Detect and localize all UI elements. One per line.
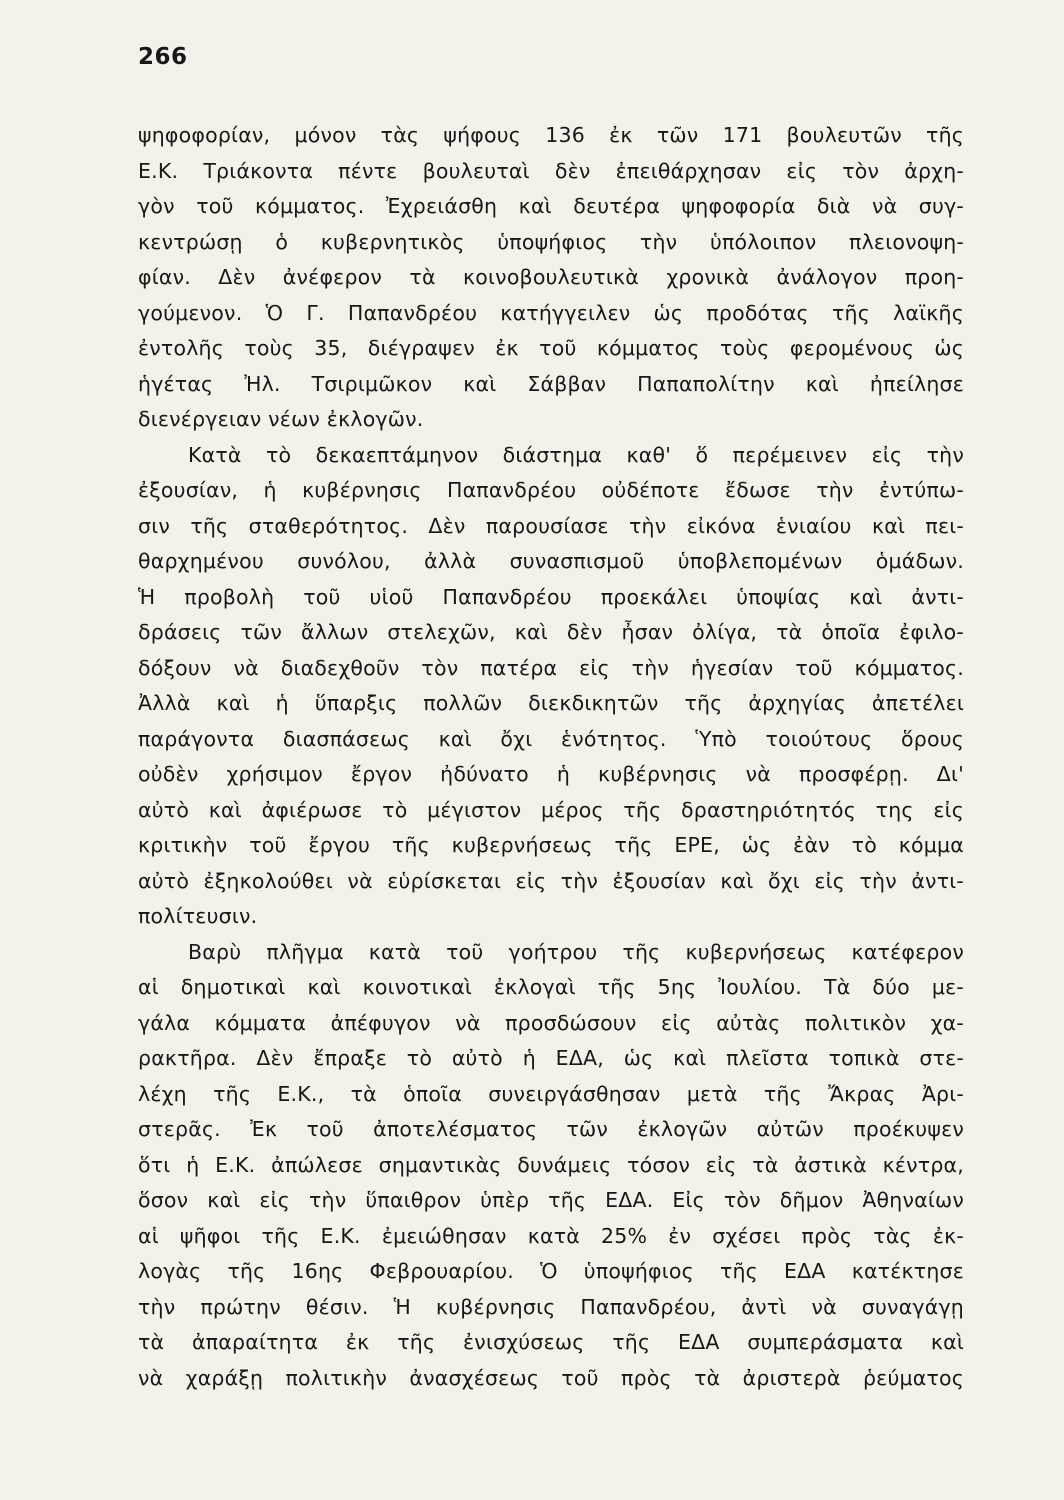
text-line: φίαν. Δὲν ἀνέφερον τὰ κοινοβουλευτικὰ χρονικὰ ἀνάλογον προη- xyxy=(138,265,964,289)
text-line: αὐτὸ καὶ ἀφιέρωσε τὸ μέγιστον μέρος τῆς δραστηριότητός της εἰς xyxy=(138,797,964,822)
text-line: πολίτευσιν. xyxy=(138,904,258,928)
text-line: νὰ χαράξῃ πολιτικὴν ἀνασχέσεως τοῦ πρὸς τὰ ἀριστερὰ ῥεύματος xyxy=(138,1365,964,1390)
text-line: ὅτι ἡ Ε.Κ. ἀπώλεσε σημαντικὰς δυνάμεις τόσον εἰς τὰ ἀστικὰ κέντρα, xyxy=(138,1152,964,1177)
text-line: κριτικὴν τοῦ ἔργου τῆς κυβερνήσεως τῆς ΕΡΕ, ὡς ἐὰν τὸ κόμμα xyxy=(138,833,964,857)
text-line: παράγοντα διασπάσεως καὶ ὄχι ἑνότητος. Ὑπὸ τοιούτους ὅρους xyxy=(138,726,964,751)
text-line: ρακτῆρα. Δὲν ἔπραξε τὸ αὐτὸ ἡ ΕΔΑ, ὡς καὶ πλεῖστα τοπικὰ στε- xyxy=(138,1046,964,1070)
page-number: 266 xyxy=(138,44,188,70)
text-line: δόξουν νὰ διαδεχθοῦν τὸν πατέρα εἰς τὴν ἡγεσίαν τοῦ κόμματος. xyxy=(138,655,964,680)
text-line: ἡγέτας Ἠλ. Τσιριμῶκον καὶ Σάββαν Παπαπολίτην καὶ ἠπείλησε xyxy=(138,371,964,396)
text-line: γὸν τοῦ κόμματος. Ἐχρειάσθη καὶ δευτέρα ψηφοφορία διὰ νὰ συγ- xyxy=(138,194,964,218)
text-line: διενέργειαν νέων ἐκλογῶν. xyxy=(138,407,424,431)
text-line: κεντρώσῃ ὁ κυβερνητικὸς ὑποψήφιος τὴν ὑπόλοιπον πλειονοψη- xyxy=(138,229,964,254)
text-line: αἱ δημοτικαὶ καὶ κοινοτικαὶ ἐκλογαὶ τῆς 5ης Ἰουλίου. Τὰ δύο με- xyxy=(138,975,964,999)
text-line: Ἡ προβολὴ τοῦ υἱοῦ Παπανδρέου προεκάλει ὑποψίας καὶ ἀντι- xyxy=(138,584,964,609)
text-line: αὐτὸ ἐξηκολούθει νὰ εὑρίσκεται εἰς τὴν ἐξουσίαν καὶ ὄχι εἰς τὴν ἀντι- xyxy=(138,868,964,893)
text-line: λέχη τῆς Ε.Κ., τὰ ὁποῖα συνειργάσθησαν μετὰ τῆς Ἄκρας Ἀρι- xyxy=(138,1081,964,1106)
text-line: τὴν πρώτην θέσιν. Ἡ κυβέρνησις Παπανδρέου, ἀντὶ νὰ συναγάγῃ xyxy=(138,1294,964,1319)
text-line: γούμενον. Ὁ Γ. Παπανδρέου κατήγγειλεν ὡς προδότας τῆς λαϊκῆς xyxy=(138,300,964,325)
text-line: στερᾶς. Ἐκ τοῦ ἀποτελέσματος τῶν ἐκλογῶν αὐτῶν προέκυψεν xyxy=(138,1117,964,1141)
text-line: οὐδὲν χρήσιμον ἔργον ἠδύνατο ἡ κυβέρνησις νὰ προσφέρῃ. Δι' xyxy=(138,762,964,786)
text-line: θαρχημένου συνόλου, ἀλλὰ συνασπισμοῦ ὑποβλεπομένων ὁμάδων. xyxy=(138,549,964,573)
text-line: τὰ ἀπαραίτητα ἐκ τῆς ἐνισχύσεως τῆς ΕΔΑ συμπεράσματα καὶ xyxy=(138,1330,964,1354)
text-line: ἐξουσίαν, ἡ κυβέρνησις Παπανδρέου οὐδέποτε ἔδωσε τὴν ἐντύπω- xyxy=(138,478,964,502)
text-line: γάλα κόμματα ἀπέφυγον νὰ προσδώσουν εἰς αὐτὰς πολιτικὸν χα- xyxy=(138,1010,964,1035)
text-line: Ε.Κ. Τριάκοντα πέντε βουλευταὶ δὲν ἐπειθάρχησαν εἰς τὸν ἀρχη- xyxy=(138,158,964,183)
text-line: ψηφοφορίαν, μόνον τὰς ψήφους 136 ἐκ τῶν 171 βουλευτῶν τῆς xyxy=(138,123,964,147)
text-line: αἱ ψῆφοι τῆς Ε.Κ. ἐμειώθησαν κατὰ 25% ἐν σχέσει πρὸς τὰς ἐκ- xyxy=(138,1223,964,1248)
text-line: Ἀλλὰ καὶ ἡ ὕπαρξις πολλῶν διεκδικητῶν τῆς ἀρχηγίας ἀπετέλει xyxy=(138,691,964,715)
body-text xyxy=(138,118,964,1396)
text-line: Κατὰ τὸ δεκαεπτάμηνον διάστημα καθ' ὅ περέμεινεν εἰς τὴν xyxy=(188,442,964,467)
text-line: ὅσον καὶ εἰς τὴν ὕπαιθρον ὑπὲρ τῆς ΕΔΑ. Εἰς τὸν δῆμον Ἀθηναίων xyxy=(138,1188,964,1212)
text-line: Βαρὺ πλῆγμα κατὰ τοῦ γοήτρου τῆς κυβερνήσεως κατέφερον xyxy=(188,939,964,964)
text-line: σιν τῆς σταθερότητος. Δὲν παρουσίασε τὴν εἰκόνα ἑνιαίου καὶ πει- xyxy=(138,513,964,538)
text-line: δράσεις τῶν ἄλλων στελεχῶν, καὶ δὲν ἦσαν ὀλίγα, τὰ ὁποῖα ἐφιλο- xyxy=(138,620,964,644)
text-line: ἐντολῆς τοὺς 35, διέγραψεν ἐκ τοῦ κόμματος τοὺς φερομένους ὡς xyxy=(138,336,964,360)
text-line: λογὰς τῆς 16ης Φεβρουαρίου. Ὁ ὑποψήφιος τῆς ΕΔΑ κατέκτησε xyxy=(138,1259,964,1283)
